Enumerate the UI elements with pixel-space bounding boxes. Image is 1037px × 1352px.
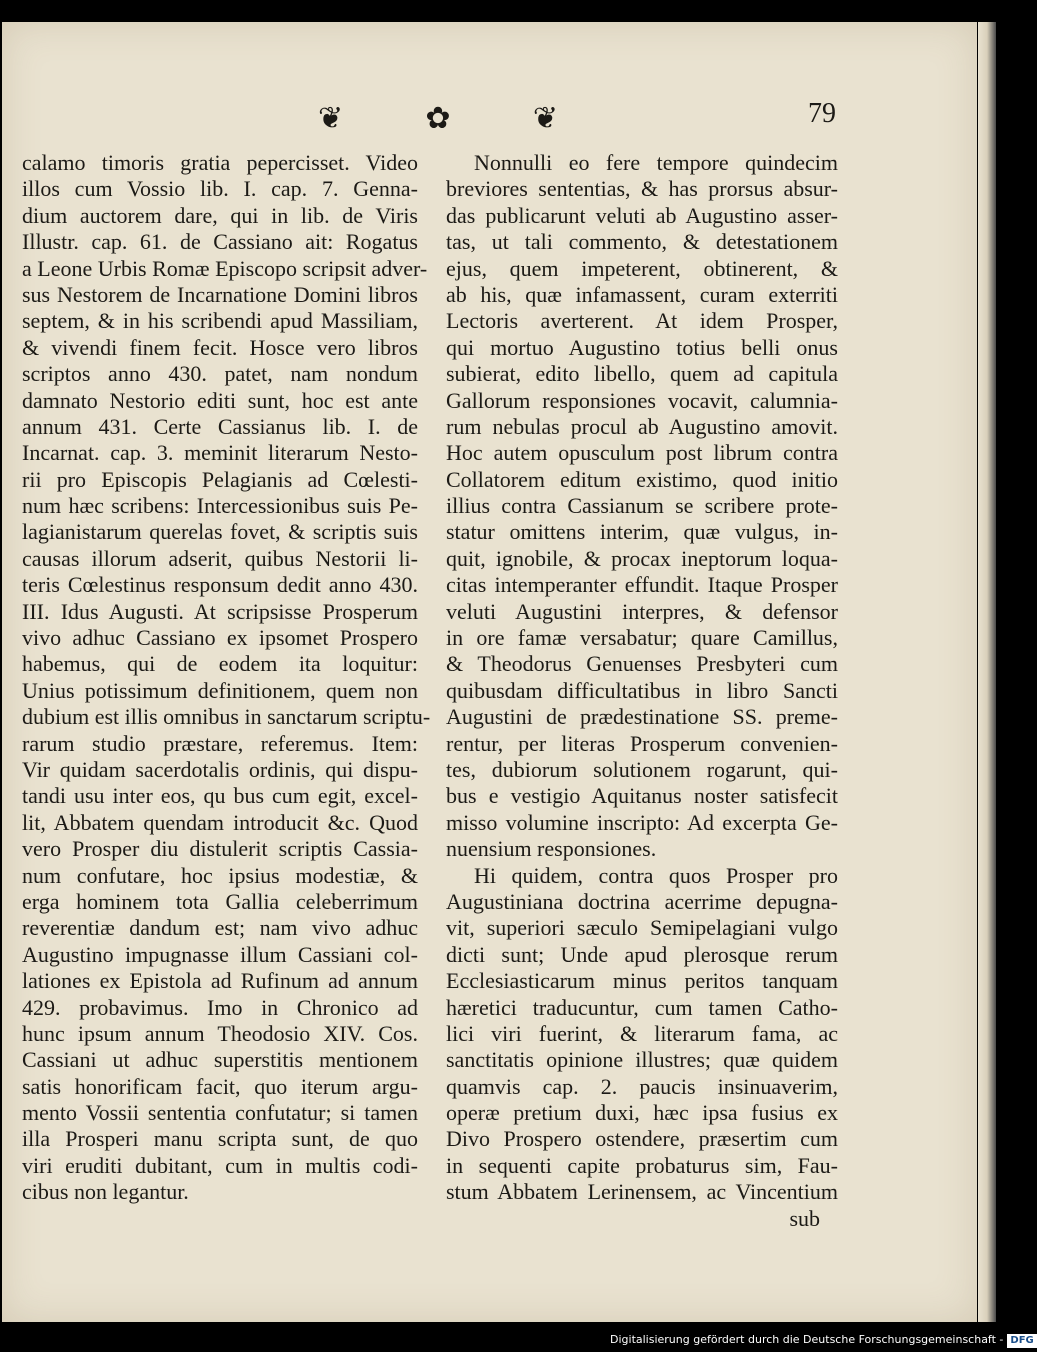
- text-line: vero Prosper diu distulerit scriptis Cassia-: [22, 836, 418, 862]
- text-line: num confutare, hoc ipsius modestiæ, &: [22, 862, 418, 888]
- text-line: vit, superiori sæculo Semipelagiani vulgo: [446, 915, 838, 941]
- text-line: hæretici traducuntur, cum tamen Catho-: [446, 994, 838, 1020]
- text-line: misso volumine inscripto: Ad excerpta Ge-: [446, 809, 838, 835]
- text-line: hunc ipsum annum Theodosio XIV. Cos.: [22, 1020, 418, 1046]
- text-line: Lectoris averterent. At idem Prosper,: [446, 308, 838, 334]
- text-line: rii pro Episcopis Pelagianis ad Cœlesti-: [22, 466, 418, 492]
- text-line: statur omittens interim, quæ vulgus, in-: [446, 519, 838, 545]
- text-line: nuensium responsiones.: [446, 836, 657, 862]
- text-line: qui mortuo Augustino totius belli onus: [446, 334, 838, 360]
- text-line: quamvis cap. 2. paucis insinuaverim,: [446, 1073, 838, 1099]
- text-line: Cassiani ut adhuc superstitis mentionem: [22, 1047, 418, 1073]
- text-line: vivo adhuc Cassiano ex ipsomet Prospero: [22, 625, 418, 651]
- text-line: tandi usu inter eos, qu bus cum egit, excel-: [22, 783, 418, 809]
- text-line: illos cum Vossio lib. I. cap. 7. Genna-: [22, 176, 418, 202]
- text-line: causas illorum adserit, quibus Nestorii li-: [22, 545, 418, 571]
- text-line: teris Cœlestinus responsum dedit anno 430.: [22, 572, 418, 598]
- text-line: dicti sunt; Unde apud plerosque rerum: [446, 941, 838, 967]
- text-line: Unius potissimum definitionem, quem non: [22, 677, 418, 703]
- text-line: sanctitatis opinione illustres; quæ quidem: [446, 1047, 838, 1073]
- text-line: num hæc scribens: Intercessionibus suis Pe-: [22, 493, 418, 519]
- text-line: annum 431. Certe Cassianus lib. I. de: [22, 413, 418, 439]
- text-line: Augustini de prædestinatione SS. preme-: [446, 704, 838, 730]
- left-column: [22, 150, 431, 1206]
- text-line: das publicarunt veluti ab Augustino asser-: [446, 202, 838, 228]
- text-line: Ecclesiasticarum minus peritos tanquam: [446, 968, 838, 994]
- text-line: erga hominem tota Gallia celeberrimum: [22, 888, 418, 914]
- digitization-credit: [610, 1330, 1034, 1350]
- text-line: sus Nestorem de Incarnatione Domini libros: [22, 281, 418, 307]
- text-line: ejus, quem impeterent, obtinerent, &: [446, 255, 838, 281]
- text-line: rum nebulas procul ab Augustino amovit.: [446, 413, 838, 439]
- text-line: damnato Nestorio editi sunt, hoc est ante: [22, 387, 418, 413]
- text-line: quit, ignobile, & procax ineptorum loqua-: [446, 545, 838, 571]
- text-line: stum Abbatem Lerinensem, ac Vincentium: [446, 1179, 838, 1205]
- text-line: reverentiæ dandum est; nam vivo adhuc: [22, 915, 418, 941]
- text-line: in ore famæ versabatur; quare Camillus,: [446, 625, 838, 651]
- text-line: lagianistarum querelas fovet, & scriptis suis: [22, 519, 418, 545]
- text-line: tas, ut tali commento, & detestationem: [446, 229, 838, 255]
- text-line: Hi quidem, contra quos Prosper pro: [474, 862, 838, 888]
- text-line: Vir quidam sacerdotalis ordinis, qui dispu-: [22, 756, 418, 782]
- dfg-logo: DFG: [1007, 1334, 1036, 1348]
- text-line: Hoc autem opusculum post librum contra: [446, 440, 838, 466]
- text-line: Gallorum responsiones vocavit, calumnia-: [446, 387, 838, 413]
- text-line: calamo timoris gratia pepercisset. Video: [22, 150, 418, 175]
- text-line: septem, & in his scribendi apud Massiliam,: [22, 308, 418, 334]
- text-line: Augustiniana doctrina acerrime depugna-: [446, 888, 838, 914]
- text-line: a Leone Urbis Romæ Episcopo scripsit adver-: [22, 255, 428, 281]
- text-line: ab his, quæ infamassent, curam exterriti: [446, 281, 838, 307]
- text-line: III. Idus Augusti. At scripsisse Prosperum: [22, 598, 418, 624]
- right-column: [446, 150, 838, 1232]
- text-line: viri eruditi dubitant, cum in multis codi-: [22, 1152, 418, 1178]
- text-line: veluti Augustini interpres, & defensor: [446, 598, 838, 624]
- page-edge: [978, 22, 996, 1322]
- text-line: breviores sententias, & has prorsus absur-: [446, 176, 838, 202]
- text-line: habemus, qui de eodem ita loquitur:: [22, 651, 418, 677]
- text-line: illa Prosperi manu scripta sunt, de quo: [22, 1126, 418, 1152]
- text-line: rarum studio præstare, referemus. Item:: [22, 730, 418, 756]
- text-line: sub: [789, 1205, 820, 1231]
- text-line: illius contra Cassianum se scribere prote-: [446, 493, 838, 519]
- page-number: 79: [808, 98, 836, 129]
- text-line: Augustino impugnasse illum Cassiani col-: [22, 941, 418, 967]
- text-line: dium auctorem dare, qui in lib. de Viris: [22, 202, 418, 228]
- text-line: lici viri fuerint, & literarum fama, ac: [446, 1020, 838, 1046]
- text-line: Nonnulli eo fere tempore quindecim: [474, 150, 838, 175]
- text-line: & Theodorus Genuenses Presbyteri cum: [446, 651, 838, 677]
- text-line: bus e vestigio Aquitanus noster satisfecit: [446, 783, 838, 809]
- text-line: citas intemperanter effundit. Itaque Prosper: [446, 572, 838, 598]
- fleuron-left-icon: ❦: [318, 101, 344, 136]
- text-line: quibusdam difficultatibus in libro Sancti: [446, 677, 838, 703]
- text-line: rentur, per literas Prosperum convenien-: [446, 730, 838, 756]
- text-line: cibus non legantur.: [22, 1179, 189, 1205]
- rosette-icon: ✿: [425, 101, 451, 136]
- text-line: Divo Prospero ostendere, præsertim cum: [446, 1126, 838, 1152]
- text-line: satis honorificam facit, quo iterum argu-: [22, 1073, 418, 1099]
- text-line: Illustr. cap. 61. de Cassiano ait: Rogatus: [22, 229, 418, 255]
- text-line: dubium est illis omnibus in sanctarum scriptu-: [22, 704, 431, 730]
- text-line: & vivendi finem fecit. Hosce vero libros: [22, 334, 418, 360]
- text-line: mento Vossii sententia confutatur; si tamen: [22, 1100, 418, 1126]
- text-line: lationes ex Epistola ad Rufinum ad annum: [22, 968, 418, 994]
- text-line: 429. probavimus. Imo in Chronico ad: [22, 994, 418, 1020]
- text-line: Incarnat. cap. 3. meminit literarum Nesto-: [22, 440, 418, 466]
- fleuron-right-icon: ❦: [532, 101, 558, 136]
- text-line: operæ pretium duxi, hæc ipsa fusius ex: [446, 1100, 838, 1126]
- credit-text: Digitalisierung gefördert durch die Deutsche Forschungsgemeinschaft -: [610, 1333, 1004, 1346]
- text-line: scriptos anno 430. patet, nam nondum: [22, 361, 418, 387]
- text-line: Collatorem editum existimo, quod initio: [446, 466, 838, 492]
- text-line: in sequenti capite probaturus sim, Fau-: [446, 1152, 838, 1178]
- text-line: lit, Abbatem quendam introducit &c. Quod: [22, 809, 418, 835]
- header-ornament: [318, 100, 558, 138]
- text-line: subierat, edito libello, quem ad capitula: [446, 361, 838, 387]
- text-line: tes, dubiorum solutionem rogarunt, qui-: [446, 756, 838, 782]
